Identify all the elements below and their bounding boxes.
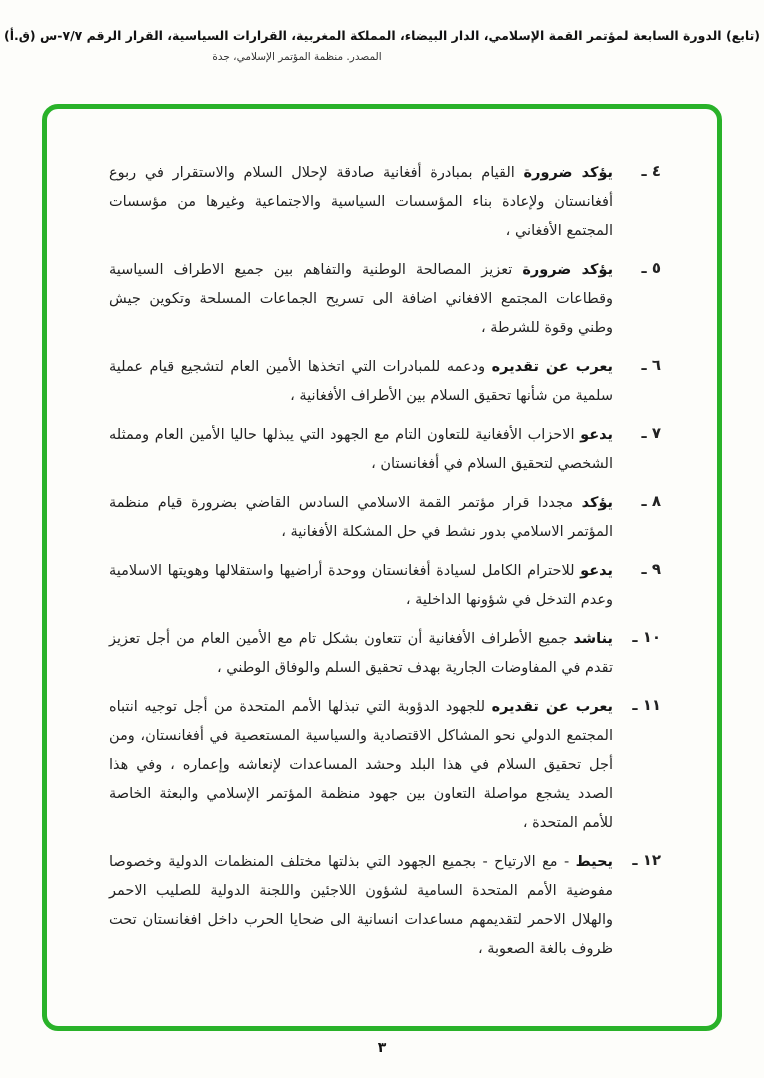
resolution-clause — [109, 848, 661, 964]
clause-lead: يؤكد — [581, 495, 613, 511]
document-title: (تابع) الدورة السابعة لمؤتمر القمة الإسلامي، الدار البيضاء، المملكة المغربية، القرارات السياسية، القرار الرقم ٧/٧-س (ق.أ) — [4, 28, 760, 43]
clause-text — [109, 421, 613, 479]
clause-lead: يدعو — [580, 563, 613, 579]
clause-number: ١١ ـ — [632, 696, 661, 714]
clause-number: ٥ ـ — [641, 259, 661, 277]
green-content-frame — [42, 104, 722, 1031]
clause-number: ٦ ـ — [641, 356, 661, 374]
resolution-clause — [109, 353, 661, 411]
clause-lead: يدعو — [580, 427, 613, 443]
clause-number: ٩ ـ — [641, 560, 661, 578]
resolution-clause — [109, 625, 661, 683]
clause-text — [109, 693, 613, 838]
clause-text — [109, 848, 613, 964]
clause-number: ٧ ـ — [641, 424, 661, 442]
clause-body: مجددا قرار مؤتمر القمة الاسلامي السادس القاضي بضرورة قيام منظمة المؤتمر الاسلامي بدور نشط في حل المشكلة الأفغانية ، — [109, 495, 613, 540]
clause-number: ١٠ ـ — [632, 628, 661, 646]
clause-lead: يؤكد ضرورة — [522, 262, 614, 278]
page-number: ٣ — [377, 1040, 387, 1056]
clause-text — [109, 353, 613, 411]
document-header — [0, 0, 764, 63]
clause-text — [109, 557, 613, 615]
clause-text — [109, 256, 613, 343]
clause-body: ودعمه للمبادرات التي اتخذها الأمين العام لتشجيع قيام عملية سلمية من شأنها تحقيق السلام بين الأطراف الأفغانية ، — [109, 359, 613, 404]
clause-body: للاحترام الكامل لسيادة أفغانستان ووحدة أراضيها واستقلالها وهويتها الاسلامية وعدم التدخل في شؤونها الداخلية ، — [109, 563, 613, 608]
clause-lead: يعرب عن تقديره — [491, 359, 613, 375]
clause-number: ٨ ـ — [641, 492, 661, 510]
clause-body: القيام بمبادرة أفغانية صادقة لإحلال السلام والاستقرار في ربوع أفغانستان ولإعادة بناء المؤسسات السياسية والاجتماعية وغيرها من مؤسسات المجتمع الأفغاني ، — [109, 165, 613, 239]
clause-body: للجهود الدؤوبة التي تبذلها الأمم المتحدة من أجل توجيه انتباه المجتمع الدولي نحو المشاكل الاقتصادية والسياسية المستعصية في أفغانستان، ومن أجل تحقيق السلام في هذا البلد وحشد المساعدات لإنعاشه وإعماره ، وفي هذا الصدد يشجع مواصلة التعاون بين جهود منظمة المؤتمر الإسلامي والبعثة الخاصة للأمم المتحدة ، — [109, 699, 613, 831]
clause-number: ٤ ـ — [641, 162, 661, 180]
clause-body: تعزيز المصالحة الوطنية والتفاهم بين جميع الاطراف السياسية وقطاعات المجتمع الافغاني اضافة الى تسريح الجماعات المسلحة وتكوين جيش وطني وقوة للشرطة ، — [109, 262, 613, 336]
resolution-clause — [109, 489, 661, 547]
clause-body: جميع الأطراف الأفغانية أن تتعاون بشكل تام مع الأمين العام من أجل تعزيز تقدم في المفاوضات الجارية بهدف تحقيق السلم والوفاق الوطني ، — [109, 631, 613, 676]
resolution-clause — [109, 557, 661, 615]
clause-lead: يحيط — [575, 854, 613, 870]
resolution-clauses — [47, 109, 717, 1026]
clause-body: الاحزاب الأفغانية للتعاون التام مع الجهود التي يبذلها حاليا الأمين العام وممثله الشخصي لتحقيق السلام في أفغانستان ، — [109, 427, 613, 472]
resolution-clause — [109, 256, 661, 343]
clause-lead: يؤكد ضرورة — [523, 165, 613, 181]
resolution-clause — [109, 693, 661, 838]
clause-text — [109, 489, 613, 547]
clause-text — [109, 159, 613, 246]
resolution-clause — [109, 159, 661, 246]
document-source: المصدر. منظمة المؤتمر الإسلامي، جدة — [212, 51, 382, 63]
resolution-clause — [109, 421, 661, 479]
clause-lead: يعرب عن تقديره — [491, 699, 613, 715]
clause-text — [109, 625, 613, 683]
clause-lead: يناشد — [573, 631, 613, 647]
clause-body: - مع الارتياح - بجميع الجهود التي بذلتها مختلف المنظمات الدولية وخصوصا مفوضية الأمم المتحدة السامية لشؤون اللاجئين واللجنة الدولية للصليب الاحمر والهلال الاحمر لتقديمهم مساعدات انسانية الى ضحايا الحرب داخل افغانستان تحت ظروف بالغة الصعوبة ، — [109, 854, 613, 957]
clause-number: ١٢ ـ — [632, 851, 661, 869]
